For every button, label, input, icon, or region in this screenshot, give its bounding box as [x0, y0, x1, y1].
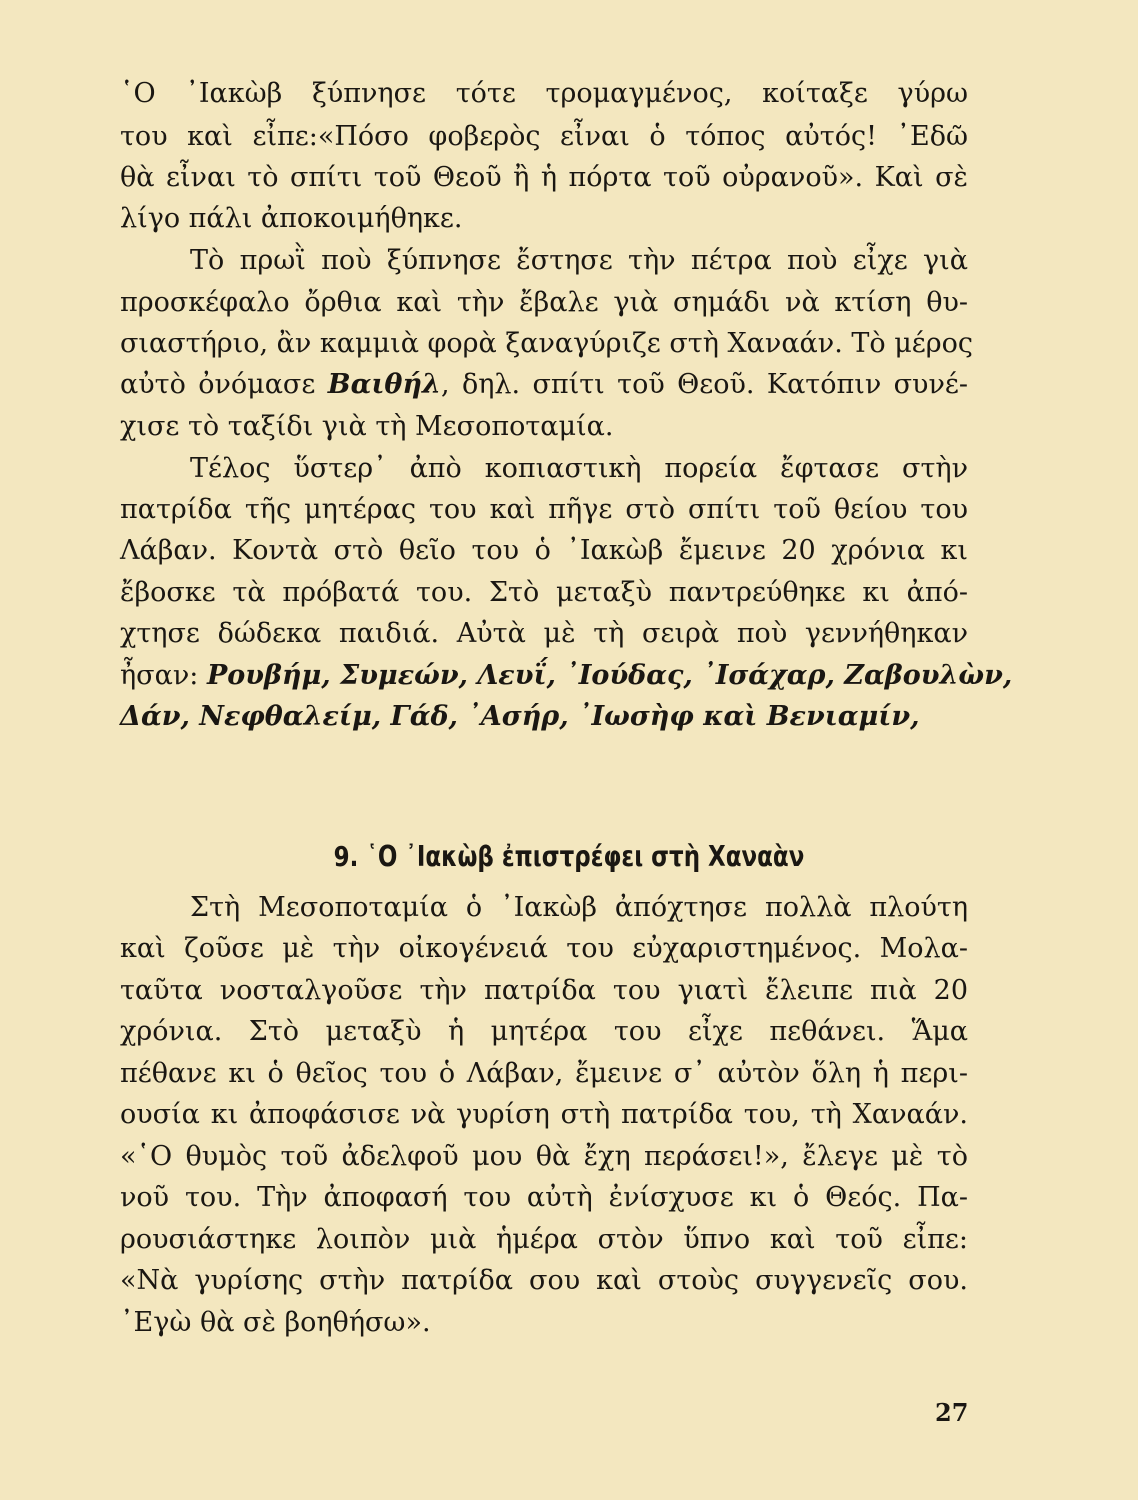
text-line: ουσία κι ἀποφάσισε νὰ γυρίση στὴ πατρίδα του, τὴ Χαναάν.: [120, 1099, 968, 1130]
line-prefix: αὐτὸ ὀνόμασε: [120, 369, 328, 400]
text-line: θὰ εἶναι τὸ σπίτι τοῦ Θεοῦ ἢ ἡ πόρτα τοῦ οὐρανοῦ». Καὶ σὲ: [120, 162, 968, 193]
section-heading: 9. ῾Ο ᾿Ιακὼβ ἐπιστρέφει στὴ Χαναὰν: [333, 840, 805, 873]
text-line: ᾿Εγὼ θὰ σὲ βοηθήσω».: [120, 1307, 431, 1338]
text-line: πέθανε κι ὁ θεῖος του ὁ Λάβαν, ἔμεινε σ᾿ αὐτὸν ὅλη ἡ περι-: [120, 1058, 968, 1089]
text-line: λίγο πάλι ἀποκοιμήθηκε.: [120, 203, 463, 234]
text-line: ῾Ο ᾿Ιακὼβ ξύπνησε τότε τρομαγμένος, κοίταξε γύρω: [120, 78, 968, 109]
line-suffix: , δηλ. σπίτι τοῦ Θεοῦ. Κατόπιν συνέ-: [440, 369, 968, 400]
text-line: «Νὰ γυρίσης στὴν πατρίδα σου καὶ στοὺς συγγενεῖς σου.: [120, 1265, 968, 1296]
text-line: ἔβοσκε τὰ πρόβατά του. Στὸ μεταξὺ παντρεύθηκε κι ἀπό-: [120, 577, 968, 608]
text-line: νοῦ του. Τὴν ἀποφασή του αὐτὴ ἐνίσχυσε κι ὁ Θεός. Πα-: [120, 1182, 968, 1213]
text-line: Λάβαν. Κοντὰ στὸ θεῖο του ὁ ᾿Ιακὼβ ἔμεινε 20 χρόνια κι: [120, 535, 968, 566]
page-number: 27: [935, 1398, 969, 1427]
text-line: προσκέφαλο ὄρθια καὶ τὴν ἔβαλε γιὰ σημάδι νὰ κτίση θυ-: [120, 287, 968, 318]
text-line-names: Δάν, Νεφθαλείμ, Γάδ, ᾿Ασήρ, ᾿Ιωσὴφ καὶ Βενιαμίν,: [120, 701, 920, 732]
text-line: χτησε δώδεκα παιδιά. Αὐτὰ μὲ τὴ σειρὰ ποὺ γεννήθηκαν: [120, 618, 968, 649]
italic-place-name: Βαιθήλ: [327, 369, 441, 400]
text-line-names: [120, 660, 1013, 692]
text-line: Τέλος ὕστερ᾿ ἀπὸ κοπιαστικὴ πορεία ἔφτασε στὴν: [190, 453, 968, 484]
text-line: του καὶ εἶπε:«Πόσο φοβερὸς εἶναι ὁ τόπος αὐτός! ᾿Εδῶ: [120, 121, 968, 152]
text-line: ρουσιάστηκε λοιπὸν μιὰ ἡμέρα στὸν ὕπνο καὶ τοῦ εἶπε:: [120, 1224, 968, 1255]
line-prefix: ἦσαν:: [120, 660, 207, 691]
text-line: Τὸ πρωῒ ποὺ ξύπνησε ἔστησε τὴν πέτρα ποὺ εἶχε γιὰ: [190, 245, 968, 276]
text-line: καὶ ζοῦσε μὲ τὴν οἰκογένειά του εὐχαριστημένος. Μολα-: [120, 933, 968, 964]
text-line: χισε τὸ ταξίδι γιὰ τὴ Μεσοποταμία.: [120, 411, 614, 442]
text-line: ταῦτα νοσταλγοῦσε τὴν πατρίδα του γιατὶ ἔλειπε πιὰ 20: [120, 975, 968, 1006]
text-line: πατρίδα τῆς μητέρας του καὶ πῆγε στὸ σπίτι τοῦ θείου του: [120, 494, 968, 525]
text-line: Στὴ Μεσοποταμία ὁ ᾿Ιακὼβ ἀπόχτησε πολλὰ πλούτη: [190, 892, 968, 923]
text-line-baithel: [120, 369, 968, 401]
italic-names: Ρουβήμ, Συμεών, Λευΐ, ᾿Ιούδας, ᾿Ισάχαρ, Ζαβουλὼν,: [206, 660, 1013, 691]
text-line: χρόνια. Στὸ μεταξὺ ἡ μητέρα του εἶχε πεθάνει. Ἅμα: [120, 1016, 968, 1047]
text-line: «῾Ο θυμὸς τοῦ ἀδελφοῦ μου θὰ ἔχη περάσει!», ἔλεγε μὲ τὸ: [120, 1141, 968, 1172]
text-line: σιαστήριο, ἂν καμμιὰ φορὰ ξαναγύριζε στὴ Χαναάν. Τὸ μέρος: [120, 328, 973, 359]
